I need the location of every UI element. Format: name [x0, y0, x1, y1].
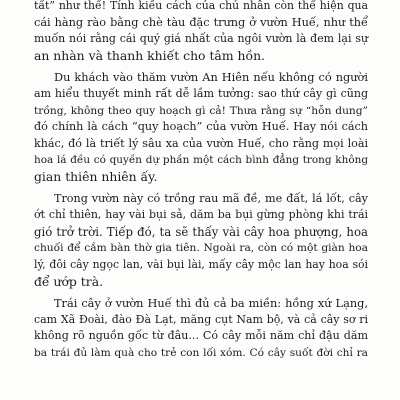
paragraph-line: Trái cây ở vườn Huế thì đủ cả ba miền: hồng xứ Lạng, [54, 296, 368, 311]
paragraph-line: cái hàng rào bằng chè tàu đặc trưng ở vườn Huế, như thể [34, 15, 368, 29]
paragraph-line: Trong vườn này có trồng rau mã đề, me đất, lá lốt, cây [54, 191, 368, 205]
paragraph-line: Du khách vào thăm vườn An Hiên nếu không có người [54, 70, 368, 85]
paragraph-line: gian thiên nhiên ấy. [34, 169, 158, 184]
paragraph-line: tất” như thế! Tính kiều cách của chủ nhân còn thể hiện qua [34, 0, 368, 12]
paragraph-line: khác, đó là triết lý sâu xa của vườn Huế, cho rằng mọi loài [34, 136, 368, 150]
paragraph-line: chuối để cắm bàn thờ gia tiên. Ngoài ra, còn có một giàn hoa [34, 241, 368, 255]
paragraph-line: ớt chỉ thiên, hay vài bụi sả, dăm ba bụi gừng phòng khi trái [34, 208, 368, 222]
paragraph-line: lý, đôi cây ngọc lan, vài bụi lài, mấy cây mộc lan hay hoa sói [34, 258, 368, 271]
paragraph-line: muốn nói rằng cái quý giá nhất của ngôi vườn là đem lại sự [34, 32, 368, 46]
paragraph-line: an nhàn và thanh khiết cho tâm hồn. [34, 47, 265, 63]
paragraph-line: hoa lá đều có quyền dự phần một cách bình đẳng trong không [34, 154, 368, 167]
paragraph-line: am hiểu thuyết minh rất dễ lầm tưởng: sao thứ cây gì cũng [34, 87, 368, 100]
paragraph-line: ba trái đủ làm quà cho trẻ con lối xóm. Có cây suốt đời chỉ ra [34, 346, 368, 359]
paragraph-line: trồng, không theo quy hoạch gì cả! Thưa rằng sự “hỗn dung” [34, 103, 368, 117]
paragraph-line: cam Xã Đoài, đào Đà Lạt, măng cụt Nam bộ, và cả cây sơ ri [34, 312, 368, 326]
paragraph-line: để ướp trà. [34, 273, 104, 289]
paragraph-line: đó chính là cách “quy hoạch” của vườn Huế. Hay nói cách [34, 120, 368, 134]
paragraph-line: không rõ nguồn gốc từ đâu... Có cây mỗi năm chỉ đậu dăm [34, 329, 368, 343]
paragraph-line: gió trở trời. Tiếp đó, ta sẽ thấy vài cây hoa phượng, hoa [34, 224, 368, 239]
